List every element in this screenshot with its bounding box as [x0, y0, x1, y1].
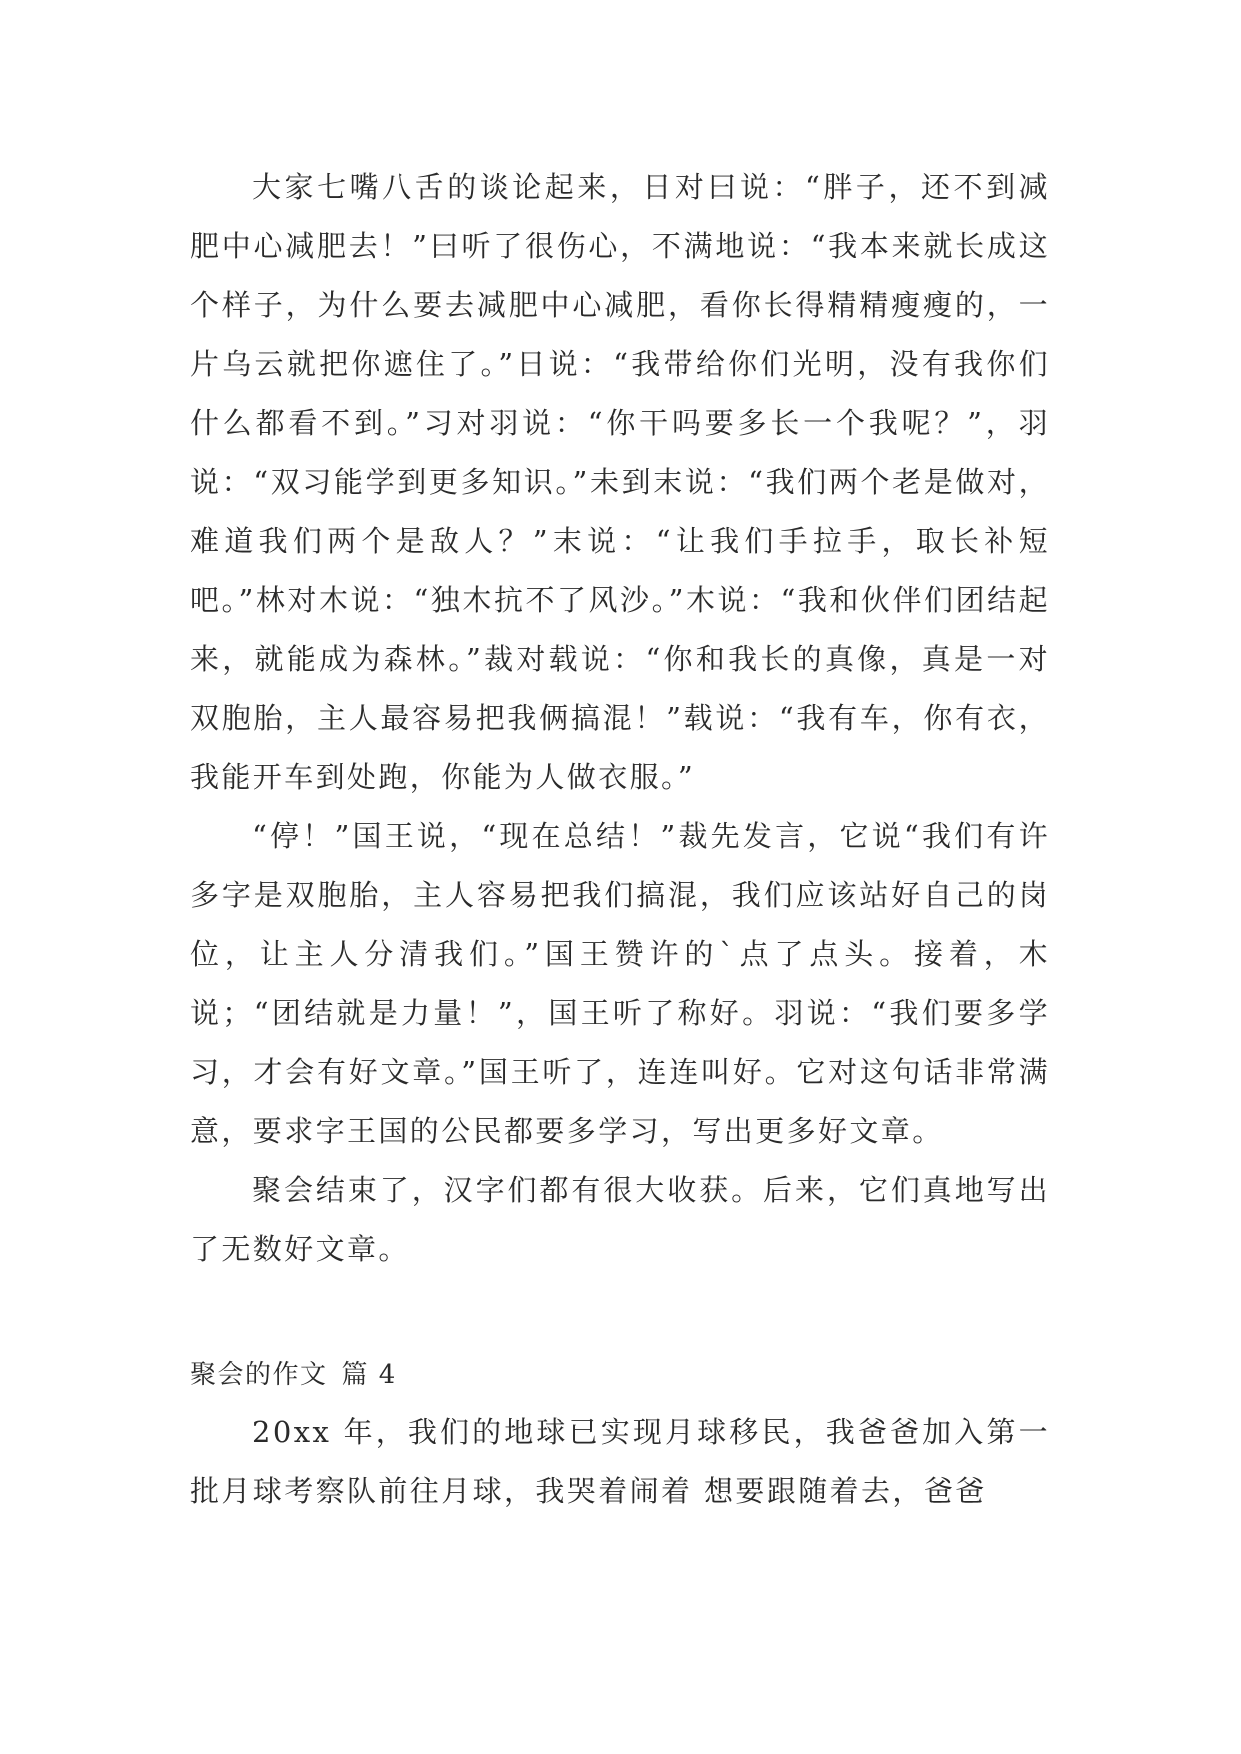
paragraph-2: “停！”国王说，“现在总结！”裁先发言，它说“我们有许多字是双胞胎，主人容易把我们搞混，我们应该站好自己的岗位，让主人分清我们。”国王赞许的`点了点头。接着，木说；“团结就是力量！”，国王听了称好。羽说：“我们要多学习，才会有好文章。”国王听了，连连叫好。它对这句话非常满意，要求字王国的公民都要多学习，写出更多好文章。 — [190, 819, 1050, 1148]
section-number: 篇 4 — [341, 1360, 397, 1390]
paragraph-3: 聚会结束了，汉字们都有很大收获。后来，它们真地写出了无数好文章。 — [190, 1173, 1050, 1266]
section-paragraph: 20xx 年，我们的地球已实现月球移民，我爸爸加入第一批月球考察队前往月球，我哭着闹着 想要跟随着去，爸爸 — [190, 1415, 1050, 1508]
paragraph-1: 大家七嘴八舌的谈论起来，日对曰说：“胖子，还不到减肥中心减肥去！”曰听了很伤心，不满地说：“我本来就长成这个样子，为什么要去减肥中心减肥，看你长得精精瘦瘦的，一片乌云就把你遮住了。”日说：“我带给你们光明，没有我你们什么都看不到。”习对羽说：“你干吗要多长一个我呢？”，羽说：“双习能学到更多知识。”未到末说：“我们两个老是做对，难道我们两个是敌人？”末说：“让我们手拉手，取长补短吧。”林对木说：“独木抗不了风沙。”木说：“我和伙伴们团结起来，就能成为森林。”裁对载说：“你和我长的真像，真是一对双胞胎，主人最容易把我俩搞混！”载说：“我有车，你有衣，我能开车到处跑，你能为人做衣服。” — [190, 170, 1050, 794]
section-title: 聚会的作文 — [190, 1360, 328, 1390]
document-body — [190, 158, 1050, 1521]
section-heading — [190, 1347, 1050, 1403]
